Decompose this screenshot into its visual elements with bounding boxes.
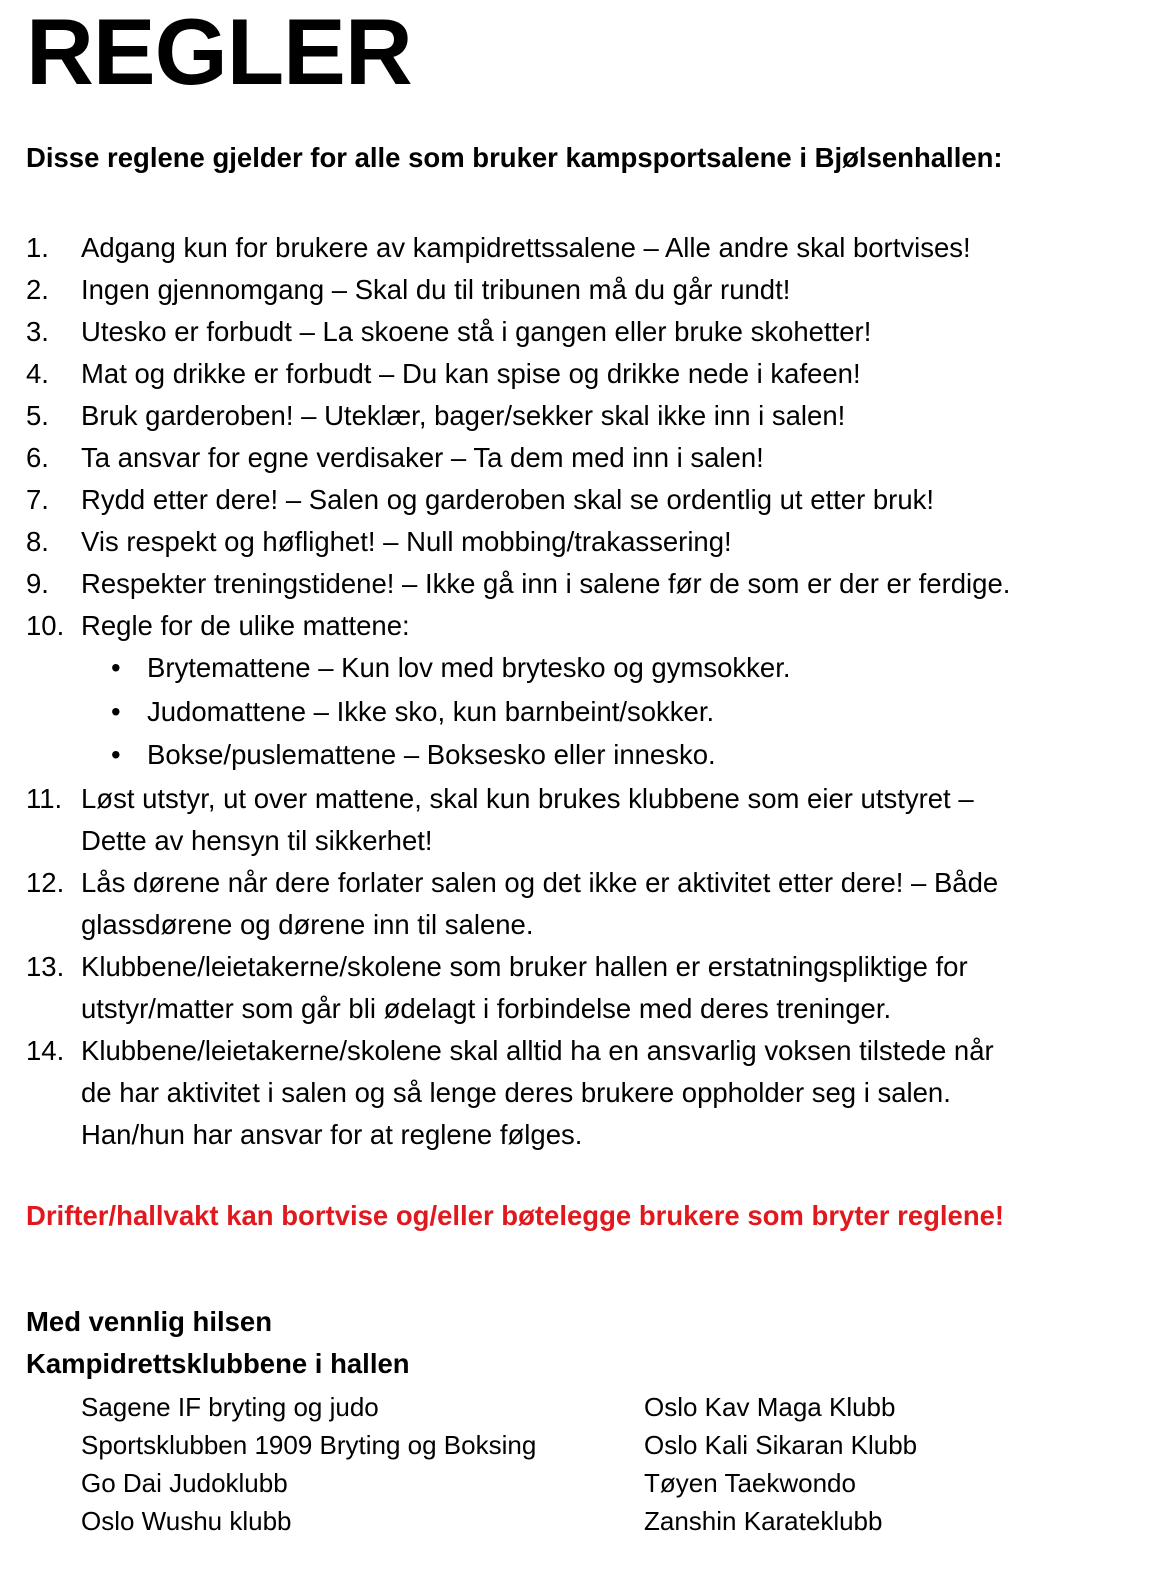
rule-number: 7.: [26, 484, 49, 515]
rule-number: 14.: [26, 1034, 65, 1066]
rule-text: Ta ansvar for egne verdisaker – Ta dem med inn i salen!: [81, 442, 764, 473]
signature-text: Kampidrettsklubbene i hallen: [26, 1348, 410, 1379]
rule-text: Respekter treningstidene! – Ikke gå inn i salene før de som er der er ferdige.: [81, 568, 1011, 599]
rule-line: [0, 1031, 1170, 1073]
rule-text: Adgang kun for brukere av kampidrettssalene – Alle andre skal bortvises!: [81, 232, 971, 263]
rule-bullet-item: [0, 735, 1170, 779]
rule-number: 12.: [26, 866, 65, 898]
rule-line: [0, 947, 1170, 989]
intro-text: Disse reglene gjelder for alle som bruker kampsportsalene i Bjølsenhallen:: [26, 142, 1003, 173]
rule-text: Dette av hensyn til sikkerhet!: [81, 824, 433, 856]
club-name: Tøyen Taekwondo: [644, 1468, 856, 1498]
rule-text: Bruk garderoben! – Uteklær, bager/sekker skal ikke inn i salen!: [81, 400, 846, 431]
rule-number: 3.: [26, 316, 49, 347]
rule-number: 4.: [26, 358, 49, 389]
rule-text: Rydd etter dere! – Salen og garderoben skal se ordentlig ut etter bruk!: [81, 484, 935, 515]
rule-number: 2.: [26, 274, 49, 305]
rule-text: Regle for de ulike mattene:: [81, 610, 410, 641]
rule-number: 1.: [26, 232, 49, 263]
rule-line: [0, 354, 1170, 396]
clubs-list-left: [81, 1388, 536, 1540]
rule-line: [0, 312, 1170, 354]
rule-line: [0, 1115, 1170, 1157]
rule-line: [0, 228, 1170, 270]
rule-line: [0, 821, 1170, 863]
rule-line: [0, 480, 1170, 522]
rule-text: Lås dørene når dere forlater salen og det ikke er aktivitet etter dere! – Både: [81, 866, 999, 898]
club-name: Go Dai Judoklubb: [81, 1468, 288, 1498]
rule-text: utstyr/matter som går bli ødelagt i forbindelse med deres treninger.: [81, 992, 892, 1024]
rule-bullet-text: Judomattene – Ikke sko, kun barnbeint/sokker.: [147, 695, 715, 727]
rule-bullet-item: [0, 692, 1170, 736]
bullet-icon: •: [111, 652, 121, 683]
rule-number: 10.: [26, 610, 65, 641]
rule-bullet-item: [0, 648, 1170, 692]
rule-line: [0, 779, 1170, 821]
rule-bullet-text: Bokse/puslemattene – Boksesko eller innesko.: [147, 739, 716, 770]
rule-text: Klubbene/leietakerne/skolene skal alltid ha en ansvarlig voksen tilstede når: [81, 1034, 994, 1066]
rule-text: de har aktivitet i salen og så lenge deres brukere oppholder seg i salen.: [81, 1076, 951, 1108]
warning-text: Drifter/hallvakt kan bortvise og/eller bøtelegge brukere som bryter reglene!: [26, 1200, 1005, 1231]
rule-text: Løst utstyr, ut over mattene, skal kun brukes klubbene som eier utstyret –: [81, 782, 974, 814]
rule-line: [0, 1073, 1170, 1115]
rule-text: Mat og drikke er forbudt – Du kan spise og drikke nede i kafeen!: [81, 358, 861, 389]
club-name: Oslo Kali Sikaran Klubb: [644, 1430, 918, 1460]
rules-list: [0, 228, 1170, 1157]
rule-line: [0, 396, 1170, 438]
rule-text: Klubbene/leietakerne/skolene som bruker hallen er erstatningspliktige for: [81, 950, 968, 982]
rule-number: 8.: [26, 526, 49, 557]
rule-line: [0, 564, 1170, 606]
bullet-icon: •: [111, 739, 121, 770]
rule-number: 9.: [26, 568, 49, 599]
club-name: Oslo Wushu klubb: [81, 1506, 292, 1536]
rule-text: Ingen gjennomgang – Skal du til tribunen må du går rundt!: [81, 274, 791, 305]
rule-number: 6.: [26, 442, 49, 473]
rule-line: [0, 863, 1170, 905]
rule-number: 13.: [26, 950, 65, 982]
rule-line: [0, 270, 1170, 312]
rule-text: Han/hun har ansvar for at reglene følges.: [81, 1118, 583, 1150]
rule-text: Vis respekt og høflighet! – Null mobbing/trakassering!: [81, 526, 732, 557]
closing-text: Med vennlig hilsen: [26, 1306, 273, 1337]
page-title: REGLER: [26, 0, 412, 104]
rule-line: [0, 905, 1170, 947]
rule-line: [0, 438, 1170, 480]
clubs-list-right: [644, 1388, 917, 1540]
club-name: Zanshin Karateklubb: [644, 1506, 883, 1536]
rule-number: 5.: [26, 400, 49, 431]
club-name: Oslo Kav Maga Klubb: [644, 1392, 896, 1422]
rule-line: [0, 989, 1170, 1031]
rule-number: 11.: [26, 782, 63, 814]
rule-line: [0, 606, 1170, 648]
club-name: Sagene IF bryting og judo: [81, 1392, 379, 1422]
rule-bullet-text: Brytemattene – Kun lov med brytesko og gymsokker.: [147, 652, 791, 683]
bullet-icon: •: [111, 695, 121, 727]
club-name: Sportsklubben 1909 Bryting og Boksing: [81, 1430, 537, 1460]
rule-text: glassdørene og dørene inn til salene.: [81, 908, 534, 940]
rule-line: [0, 522, 1170, 564]
rule-text: Utesko er forbudt – La skoene stå i gangen eller bruke skohetter!: [81, 316, 872, 347]
